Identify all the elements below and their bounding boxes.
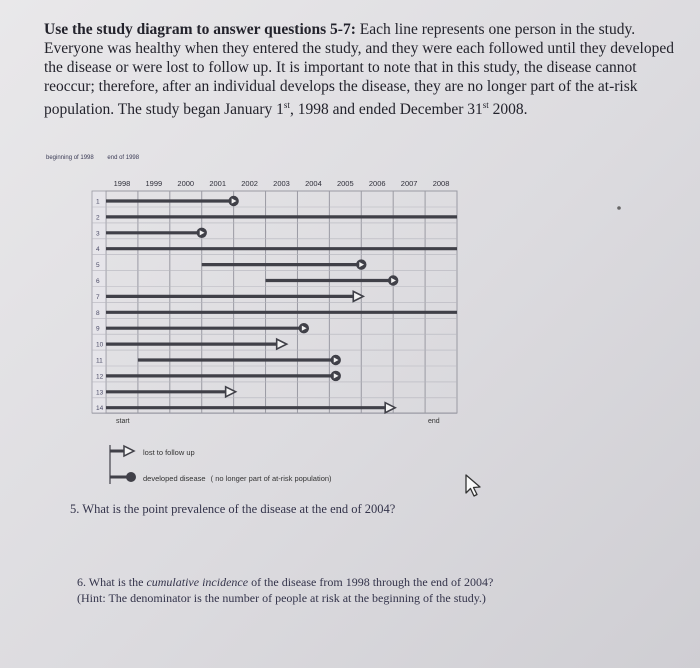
caption-begin: beginning of 1998 (46, 155, 94, 161)
person-label: 11 (96, 357, 103, 365)
legend-disease-note: ( no longer part of at-risk population) (210, 474, 332, 483)
year-label: 2008 (432, 179, 450, 188)
instructions-tail: 2008. (488, 101, 528, 119)
question-6 (77, 574, 677, 606)
caption-end: end of 1998 (107, 155, 140, 161)
instructions-body: Each line represents one person in the study. Everyone was healthy when they entered the study, and they were each followed until they developed the disease or were lost to follow up. It is important to note that in this study, the disease cannot reoccur; therefore, after an individual develops the disease, they are no longer part of the at-risk population. The study began January 1 (44, 21, 674, 119)
question-6-hint: (Hint: The denominator is the number of people at risk at the beginning of the study.) (77, 591, 486, 605)
superscript-st: st (283, 100, 290, 110)
year-label: 2005 (336, 179, 354, 188)
year-label: 2000 (177, 179, 195, 188)
dot-mark (617, 206, 621, 210)
year-label: 2007 (400, 179, 418, 188)
person-label: 7 (96, 293, 100, 301)
mouse-cursor-icon (463, 474, 485, 498)
legend-disease-icon (126, 472, 136, 482)
year-label: 2001 (209, 179, 227, 188)
year-label: 1999 (145, 179, 163, 188)
person-label: 14 (96, 405, 104, 413)
person-label: 13 (96, 389, 104, 397)
instructions-mid: , 1998 and ended December 31 (289, 101, 483, 119)
legend-disease-text: developed disease (143, 474, 206, 483)
person-label: 8 (96, 309, 100, 317)
person-label: 3 (96, 230, 100, 238)
legend-lost-label: lost to follow up (143, 448, 195, 457)
question-5: 5. What is the point prevalence of the disease at the end of 2004? (70, 502, 396, 516)
question-6-rest: of the disease from 1998 through the end of 2004? (248, 575, 494, 589)
question-6-number: 6. What is the (77, 575, 147, 589)
person-label: 5 (96, 262, 100, 270)
person-label: 9 (96, 325, 100, 333)
person-label: 10 (96, 341, 104, 349)
person-label: 1 (96, 198, 100, 206)
year-label: 2004 (305, 179, 322, 188)
start-label: start (116, 418, 130, 425)
lost-marker (277, 339, 287, 349)
year-label: 2006 (368, 179, 386, 188)
person-label: 12 (96, 373, 104, 381)
question-6-term: cumulative incidence (146, 575, 249, 589)
grid-frame (106, 191, 457, 413)
instructions-lead: Use the study diagram to answer questions 5-7: (44, 21, 356, 38)
year-label: 1998 (113, 179, 131, 188)
person-label: 2 (96, 214, 100, 222)
year-label: 2003 (273, 179, 290, 188)
person-label: 6 (96, 278, 100, 285)
superscript-st-2: st (482, 100, 489, 110)
person-label: 4 (96, 246, 100, 254)
legend-disease-label (143, 474, 332, 483)
year-label: 2002 (241, 179, 258, 188)
end-label: end (428, 418, 440, 425)
legend-lost-icon (124, 446, 134, 456)
